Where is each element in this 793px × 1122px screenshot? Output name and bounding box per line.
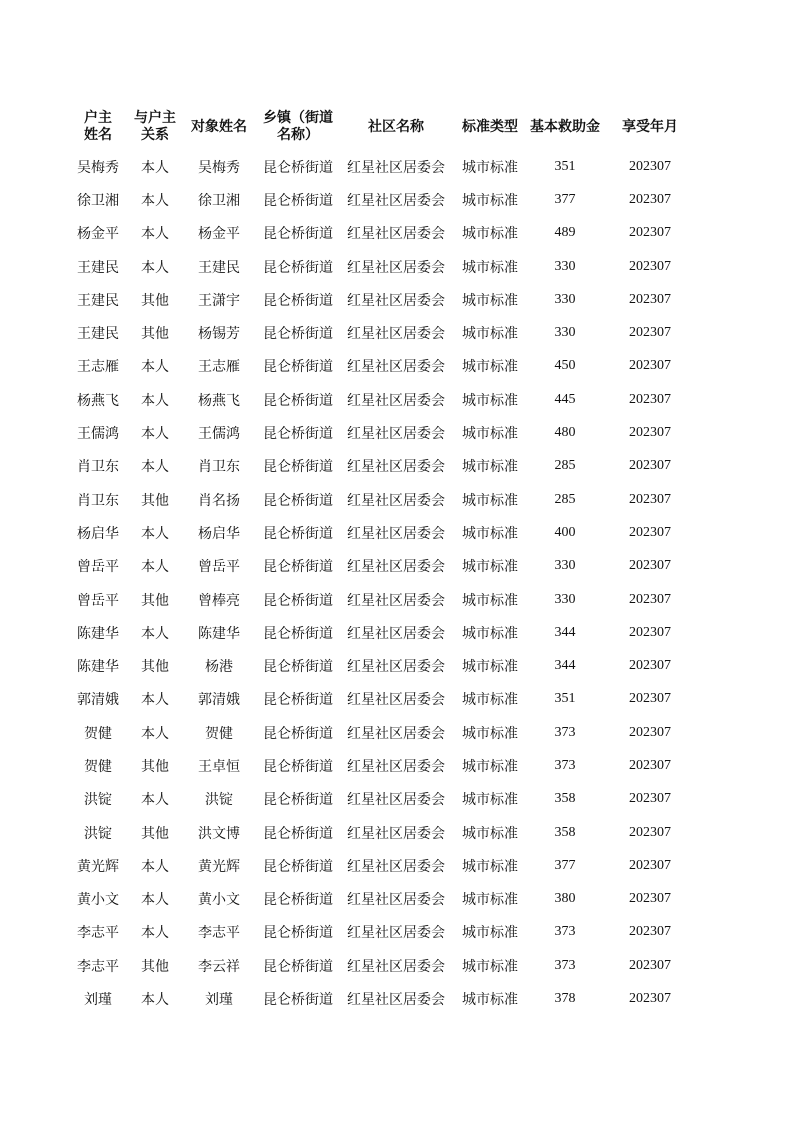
standard-type-cell: 城市标准 [462,559,518,576]
community-cell: 红星社区居委会 [347,192,445,209]
standard-type-cell: 城市标准 [462,858,518,875]
householder-name-cell: 王儒鸿 [77,426,119,443]
relation-cell: 本人 [141,259,169,276]
householder-name-cell: 贺健 [84,758,112,775]
householder-name-cell: 王建民 [77,326,119,343]
householder-name-cell: 李志平 [77,958,119,975]
recipient-name-cell: 黄小文 [198,892,240,909]
householder-name-cell: 王建民 [77,292,119,309]
standard-type-cell: 城市标准 [462,226,518,243]
table-row [66,583,696,616]
month-cell: 202307 [629,425,671,441]
standard-type-cell: 城市标准 [462,792,518,809]
month-cell: 202307 [629,591,671,607]
relation-cell: 本人 [141,692,169,709]
street-cell: 昆仑桥街道 [263,858,333,875]
recipient-name-cell: 曾岳平 [198,559,240,576]
basic-amount-cell: 330 [554,258,576,274]
month-cell: 202307 [629,524,671,540]
basic-amount-cell: 450 [554,358,576,374]
basic-amount-cell: 373 [554,957,576,973]
relation-cell: 本人 [141,858,169,875]
header-community: 社区名称 [368,118,424,135]
basic-amount-cell: 377 [554,191,576,207]
householder-name-cell: 陈建华 [77,659,119,676]
table-row [66,383,696,416]
street-cell: 昆仑桥街道 [263,892,333,909]
standard-type-cell: 城市标准 [462,725,518,742]
community-cell: 红星社区居委会 [347,825,445,842]
table-row [66,916,696,949]
standard-type-cell: 城市标准 [462,692,518,709]
standard-type-cell: 城市标准 [462,758,518,775]
table-row [66,416,696,449]
relation-cell: 其他 [141,292,169,309]
header-row [66,104,696,150]
standard-type-cell: 城市标准 [462,292,518,309]
relation-cell: 本人 [141,925,169,942]
householder-name-cell: 刘瑾 [84,992,112,1009]
basic-amount-cell: 480 [554,425,576,441]
standard-type-cell: 城市标准 [462,426,518,443]
recipient-name-cell: 吴梅秀 [198,159,240,176]
basic-amount-cell: 377 [554,857,576,873]
header-basic-amount: 基本救助金 [530,118,600,135]
table-row [66,649,696,682]
relation-cell: 其他 [141,958,169,975]
table-row [66,250,696,283]
community-cell: 红星社区居委会 [347,226,445,243]
table-row [66,816,696,849]
householder-name-cell: 杨金平 [77,226,119,243]
recipient-name-cell: 徐卫湘 [198,192,240,209]
table-row [66,749,696,782]
recipient-name-cell: 郭清娥 [198,692,240,709]
month-cell: 202307 [629,757,671,773]
basic-amount-cell: 344 [554,624,576,640]
relation-cell: 本人 [141,725,169,742]
community-cell: 红星社区居委会 [347,525,445,542]
relation-cell: 本人 [141,792,169,809]
street-cell: 昆仑桥街道 [263,958,333,975]
street-cell: 昆仑桥街道 [263,825,333,842]
recipient-name-cell: 肖卫东 [198,459,240,476]
householder-name-cell: 肖卫东 [77,492,119,509]
householder-name-cell: 贺健 [84,725,112,742]
street-cell: 昆仑桥街道 [263,192,333,209]
header-month: 享受年月 [622,118,678,135]
community-cell: 红星社区居委会 [347,392,445,409]
month-cell: 202307 [629,458,671,474]
table-row [66,849,696,882]
householder-name-cell: 黄光辉 [77,858,119,875]
relation-cell: 其他 [141,659,169,676]
householder-name-cell: 徐卫湘 [77,192,119,209]
community-cell: 红星社区居委会 [347,359,445,376]
basic-amount-cell: 400 [554,524,576,540]
householder-name-cell: 吴梅秀 [77,159,119,176]
community-cell: 红星社区居委会 [347,692,445,709]
table-row [66,716,696,749]
street-cell: 昆仑桥街道 [263,226,333,243]
street-cell: 昆仑桥街道 [263,525,333,542]
standard-type-cell: 城市标准 [462,492,518,509]
relation-cell: 本人 [141,525,169,542]
standard-type-cell: 城市标准 [462,592,518,609]
relation-cell: 本人 [141,426,169,443]
street-cell: 昆仑桥街道 [263,792,333,809]
recipient-name-cell: 王建民 [198,259,240,276]
community-cell: 红星社区居委会 [347,625,445,642]
relation-cell: 本人 [141,992,169,1009]
recipient-name-cell: 王志雁 [198,359,240,376]
basic-amount-cell: 358 [554,824,576,840]
householder-name-cell: 陈建华 [77,625,119,642]
street-cell: 昆仑桥街道 [263,925,333,942]
relation-cell: 本人 [141,392,169,409]
table-row [66,150,696,183]
month-cell: 202307 [629,391,671,407]
street-cell: 昆仑桥街道 [263,492,333,509]
table-row [66,982,696,1015]
month-cell: 202307 [629,924,671,940]
relation-cell: 其他 [141,825,169,842]
basic-amount-cell: 330 [554,325,576,341]
relation-cell: 本人 [141,159,169,176]
basic-amount-cell: 285 [554,458,576,474]
householder-name-cell: 曾岳平 [77,559,119,576]
basic-amount-cell: 330 [554,558,576,574]
basic-amount-cell: 380 [554,891,576,907]
recipient-name-cell: 杨金平 [198,226,240,243]
recipient-name-cell: 王儒鸿 [198,426,240,443]
street-cell: 昆仑桥街道 [263,426,333,443]
table-row [66,450,696,483]
community-cell: 红星社区居委会 [347,892,445,909]
recipient-name-cell: 杨启华 [198,525,240,542]
recipient-name-cell: 杨燕飞 [198,392,240,409]
relation-cell: 其他 [141,492,169,509]
community-cell: 红星社区居委会 [347,592,445,609]
month-cell: 202307 [629,291,671,307]
recipient-name-cell: 洪文博 [198,825,240,842]
householder-name-cell: 洪锭 [84,825,112,842]
standard-type-cell: 城市标准 [462,625,518,642]
householder-name-cell: 肖卫东 [77,459,119,476]
relation-cell: 本人 [141,359,169,376]
street-cell: 昆仑桥街道 [263,692,333,709]
community-cell: 红星社区居委会 [347,426,445,443]
basic-amount-cell: 373 [554,757,576,773]
basic-amount-cell: 445 [554,391,576,407]
householder-name-cell: 曾岳平 [77,592,119,609]
table-row [66,783,696,816]
street-cell: 昆仑桥街道 [263,159,333,176]
table-row [66,483,696,516]
standard-type-cell: 城市标准 [462,659,518,676]
month-cell: 202307 [629,325,671,341]
month-cell: 202307 [629,558,671,574]
community-cell: 红星社区居委会 [347,758,445,775]
relation-cell: 其他 [141,326,169,343]
table-row [66,949,696,982]
standard-type-cell: 城市标准 [462,459,518,476]
community-cell: 红星社区居委会 [347,792,445,809]
community-cell: 红星社区居委会 [347,326,445,343]
header-recipient-name: 对象姓名 [191,118,247,135]
street-cell: 昆仑桥街道 [263,559,333,576]
month-cell: 202307 [629,358,671,374]
standard-type-cell: 城市标准 [462,259,518,276]
month-cell: 202307 [629,624,671,640]
recipient-name-cell: 杨港 [205,659,233,676]
relation-cell: 其他 [141,758,169,775]
street-cell: 昆仑桥街道 [263,326,333,343]
table-row [66,316,696,349]
recipient-name-cell: 肖名扬 [198,492,240,509]
relation-cell: 本人 [141,226,169,243]
street-cell: 昆仑桥街道 [263,992,333,1009]
recipient-name-cell: 黄光辉 [198,858,240,875]
table-row [66,217,696,250]
street-cell: 昆仑桥街道 [263,625,333,642]
community-cell: 红星社区居委会 [347,725,445,742]
relation-cell: 本人 [141,625,169,642]
table-row [66,550,696,583]
basic-amount-cell: 285 [554,491,576,507]
community-cell: 红星社区居委会 [347,958,445,975]
standard-type-cell: 城市标准 [462,892,518,909]
month-cell: 202307 [629,158,671,174]
community-cell: 红星社区居委会 [347,858,445,875]
community-cell: 红星社区居委会 [347,159,445,176]
householder-name-cell: 王志雁 [77,359,119,376]
community-cell: 红星社区居委会 [347,659,445,676]
standard-type-cell: 城市标准 [462,359,518,376]
table-row [66,283,696,316]
relation-cell: 本人 [141,892,169,909]
basic-amount-cell: 489 [554,225,576,241]
street-cell: 昆仑桥街道 [263,392,333,409]
month-cell: 202307 [629,691,671,707]
basic-amount-cell: 373 [554,924,576,940]
header-street: 乡镇（街道 名称） [263,110,333,143]
street-cell: 昆仑桥街道 [263,659,333,676]
table-body [66,150,696,1016]
householder-name-cell: 王建民 [77,259,119,276]
householder-name-cell: 杨启华 [77,525,119,542]
basic-amount-cell: 330 [554,291,576,307]
relation-cell: 本人 [141,192,169,209]
street-cell: 昆仑桥街道 [263,459,333,476]
community-cell: 红星社区居委会 [347,925,445,942]
street-cell: 昆仑桥街道 [263,725,333,742]
recipient-name-cell: 陈建华 [198,625,240,642]
assistance-roster-table [66,104,696,1016]
recipient-name-cell: 曾棒亮 [198,592,240,609]
month-cell: 202307 [629,658,671,674]
community-cell: 红星社区居委会 [347,559,445,576]
basic-amount-cell: 351 [554,691,576,707]
month-cell: 202307 [629,824,671,840]
street-cell: 昆仑桥街道 [263,758,333,775]
street-cell: 昆仑桥街道 [263,259,333,276]
standard-type-cell: 城市标准 [462,525,518,542]
header-relation: 与户主 关系 [134,110,176,143]
street-cell: 昆仑桥街道 [263,359,333,376]
householder-name-cell: 洪锭 [84,792,112,809]
standard-type-cell: 城市标准 [462,159,518,176]
month-cell: 202307 [629,491,671,507]
householder-name-cell: 杨燕飞 [77,392,119,409]
basic-amount-cell: 358 [554,791,576,807]
relation-cell: 其他 [141,592,169,609]
month-cell: 202307 [629,991,671,1007]
basic-amount-cell: 351 [554,158,576,174]
table-row [66,683,696,716]
table-row [66,516,696,549]
header-householder-name: 户主 姓名 [84,110,112,143]
community-cell: 红星社区居委会 [347,259,445,276]
householder-name-cell: 李志平 [77,925,119,942]
month-cell: 202307 [629,891,671,907]
standard-type-cell: 城市标准 [462,392,518,409]
recipient-name-cell: 李志平 [198,925,240,942]
householder-name-cell: 郭清娥 [77,692,119,709]
standard-type-cell: 城市标准 [462,925,518,942]
month-cell: 202307 [629,225,671,241]
basic-amount-cell: 344 [554,658,576,674]
month-cell: 202307 [629,791,671,807]
recipient-name-cell: 王潇宇 [198,292,240,309]
standard-type-cell: 城市标准 [462,192,518,209]
recipient-name-cell: 王卓恒 [198,758,240,775]
basic-amount-cell: 330 [554,591,576,607]
community-cell: 红星社区居委会 [347,992,445,1009]
recipient-name-cell: 洪锭 [205,792,233,809]
community-cell: 红星社区居委会 [347,492,445,509]
householder-name-cell: 黄小文 [77,892,119,909]
basic-amount-cell: 378 [554,991,576,1007]
month-cell: 202307 [629,957,671,973]
street-cell: 昆仑桥街道 [263,592,333,609]
month-cell: 202307 [629,857,671,873]
community-cell: 红星社区居委会 [347,459,445,476]
table-row [66,616,696,649]
table-header [66,104,696,150]
basic-amount-cell: 373 [554,724,576,740]
standard-type-cell: 城市标准 [462,825,518,842]
table-row [66,183,696,216]
recipient-name-cell: 李云祥 [198,958,240,975]
month-cell: 202307 [629,258,671,274]
standard-type-cell: 城市标准 [462,958,518,975]
recipient-name-cell: 杨锡芳 [198,326,240,343]
relation-cell: 本人 [141,559,169,576]
recipient-name-cell: 刘瑾 [205,992,233,1009]
table-row [66,883,696,916]
recipient-name-cell: 贺健 [205,725,233,742]
community-cell: 红星社区居委会 [347,292,445,309]
relation-cell: 本人 [141,459,169,476]
header-standard-type: 标准类型 [462,118,518,135]
street-cell: 昆仑桥街道 [263,292,333,309]
month-cell: 202307 [629,724,671,740]
standard-type-cell: 城市标准 [462,326,518,343]
table-row [66,350,696,383]
month-cell: 202307 [629,191,671,207]
standard-type-cell: 城市标准 [462,992,518,1009]
